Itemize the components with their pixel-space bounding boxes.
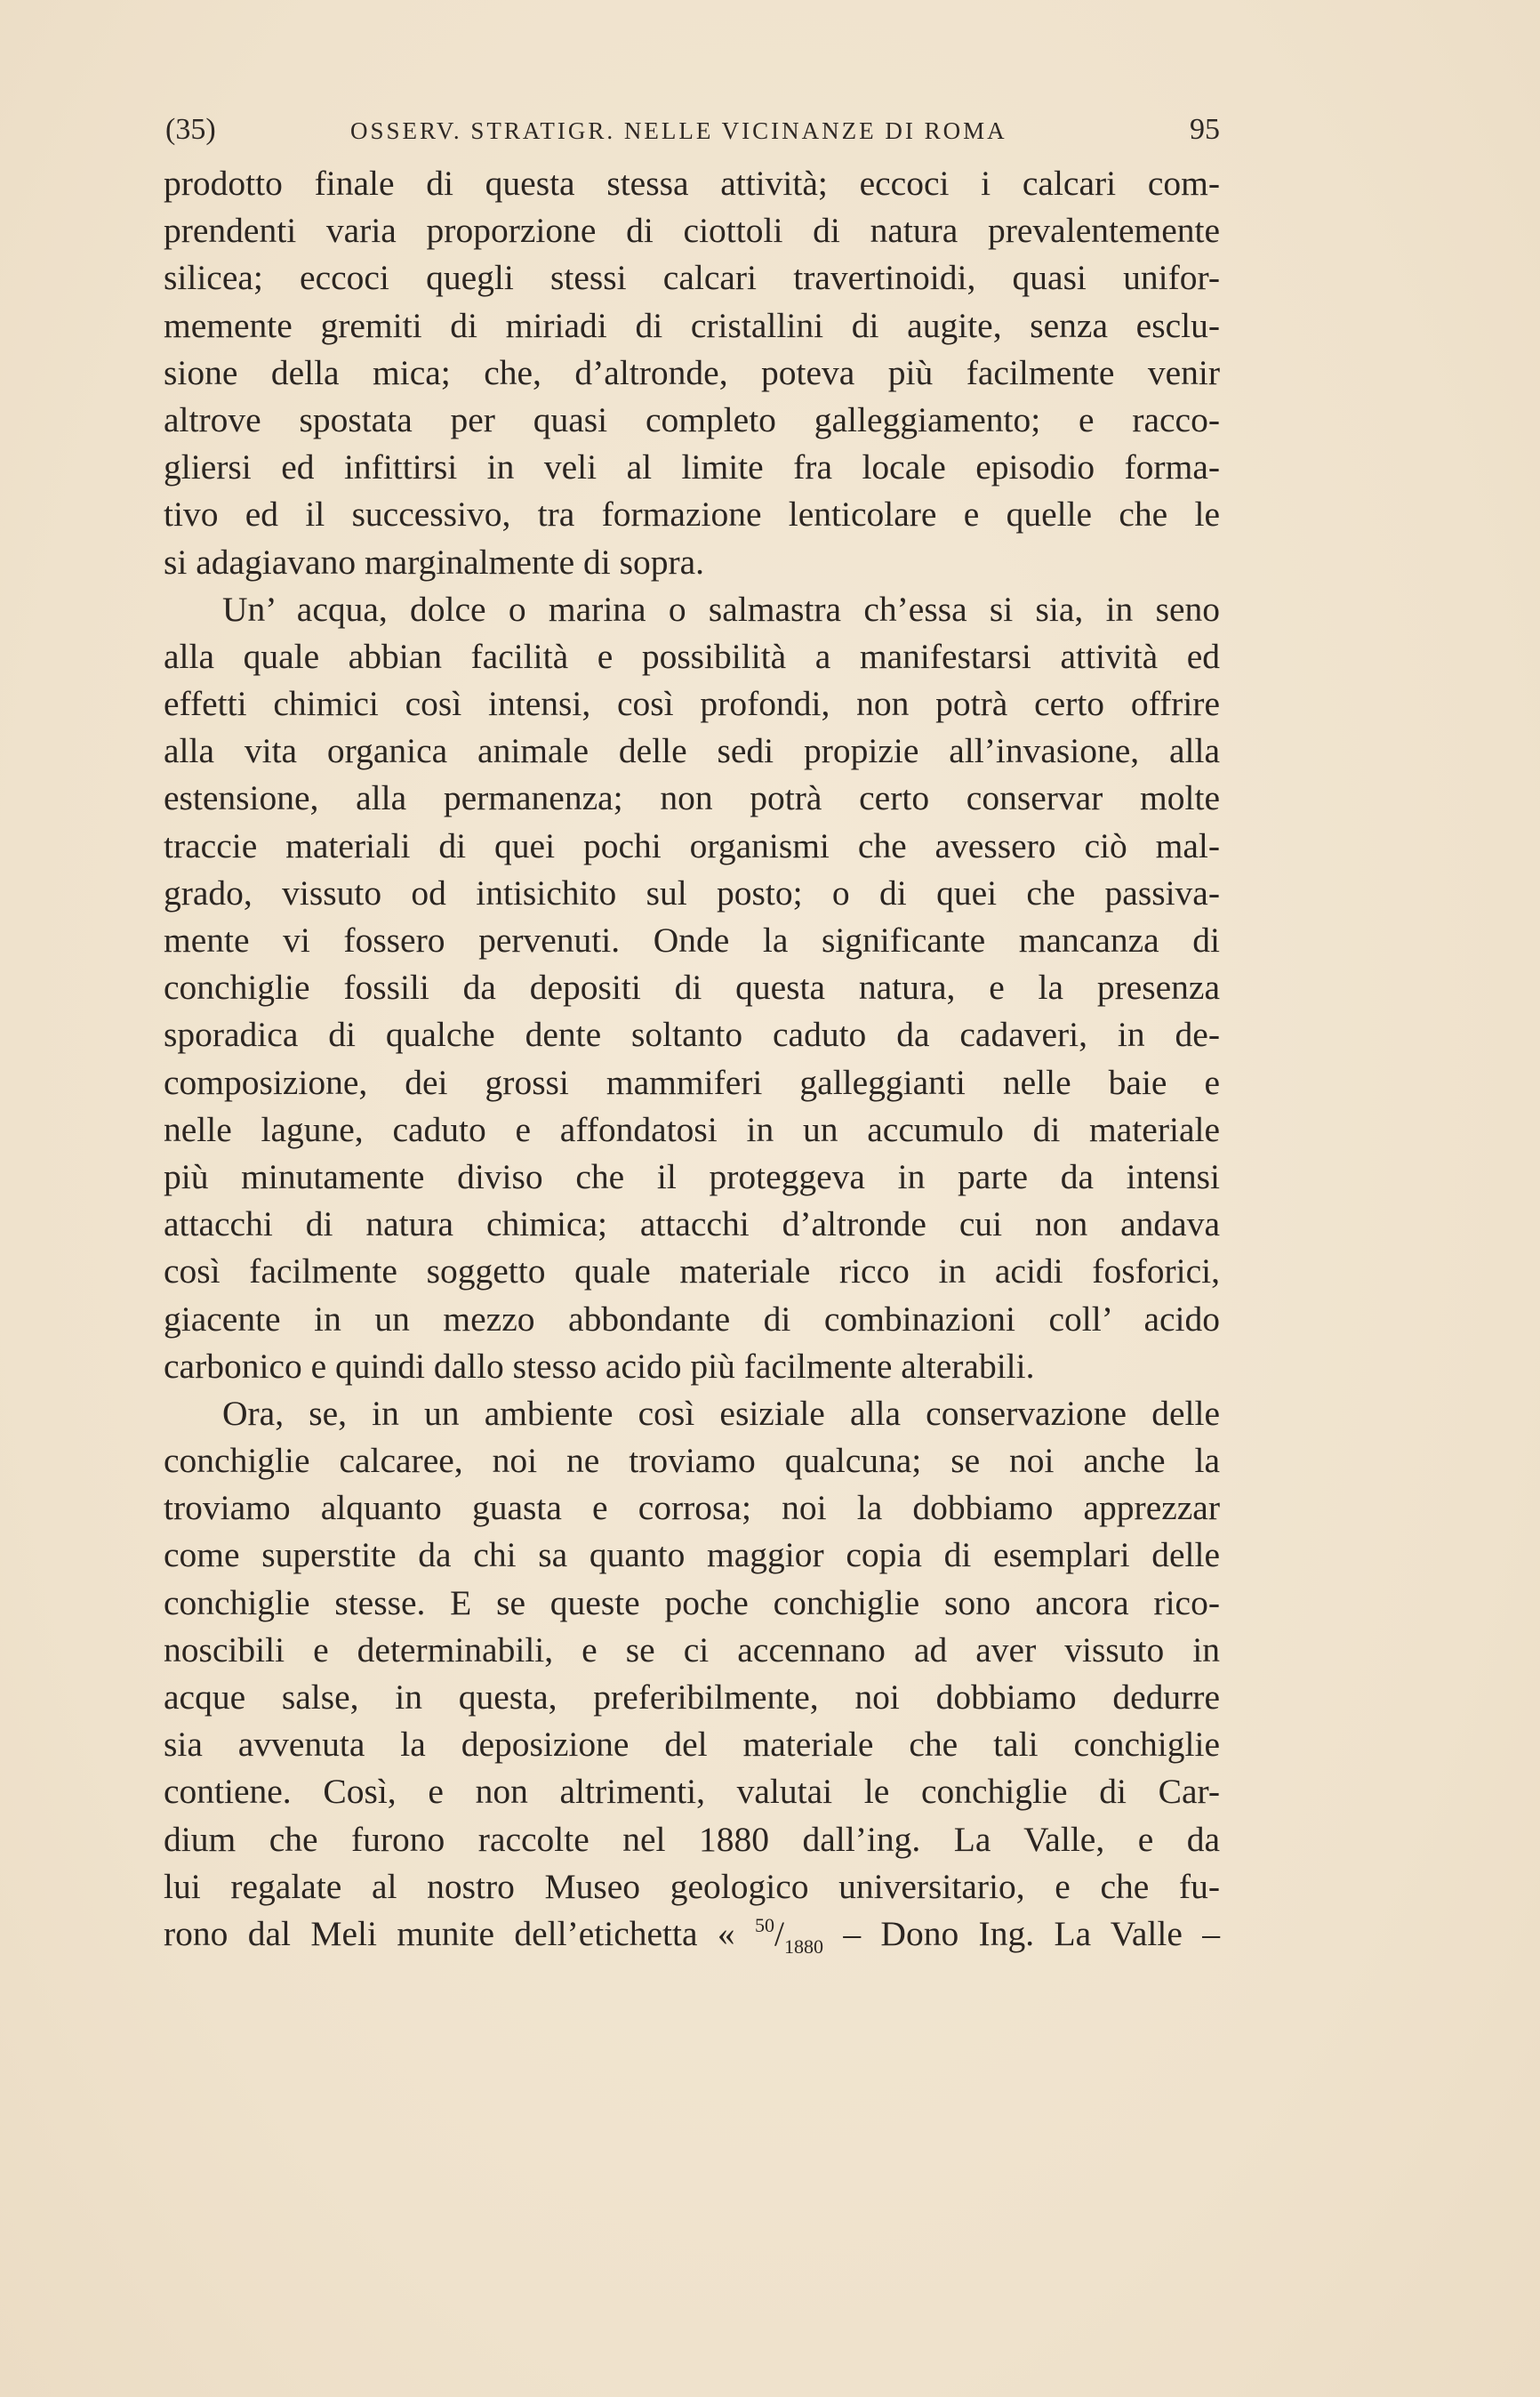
paragraph-2 bbox=[164, 586, 1220, 1390]
text-line: silicea; eccoci quegli stessi calcari travertinoidi, quasi unifor- bbox=[164, 258, 1220, 298]
text-line: più minutamente diviso che il proteggeva in parte da intensi bbox=[164, 1156, 1220, 1196]
text-line: così facilmente soggetto quale materiale ricco in acidi fosforici, bbox=[164, 1251, 1220, 1291]
text-line: traccie materiali di quei pochi organismi che avessero ciò mal- bbox=[164, 825, 1220, 865]
paragraph-1 bbox=[164, 160, 1220, 586]
text-line: conchiglie calcaree, noi ne troviamo qualcuna; se noi anche la bbox=[164, 1441, 1220, 1481]
text-line: altrove spostata per quasi completo galleggiamento; e racco- bbox=[164, 399, 1220, 439]
text-line: estensione, alla permanenza; non potrà certo conservar molte bbox=[164, 778, 1220, 818]
label-numerator: 50 bbox=[755, 1913, 774, 1936]
text-line: sia avvenuta la deposizione del materiale che tali conchiglie bbox=[164, 1725, 1220, 1765]
text-line: effetti chimici così intensi, così profondi, non potrà certo offrire bbox=[164, 684, 1220, 724]
label-donor-text: – Dono Ing. La Valle – bbox=[822, 1913, 1220, 1953]
text-line: mente vi fossero pervenuti. Onde la significante mancanza di bbox=[164, 921, 1220, 960]
text-line: alla vita organica animale delle sedi propizie all’invasione, alla bbox=[164, 731, 1220, 771]
text-line: composizione, dei grossi mammiferi galleggianti nelle baie e bbox=[164, 1062, 1220, 1102]
text-line: noscibili e determinabili, e se ci accennano ad aver vissuto in bbox=[164, 1629, 1220, 1669]
section-folio: (35) bbox=[165, 113, 216, 146]
label-slash: / bbox=[774, 1913, 784, 1953]
text-line: si adagiavano marginalmente di sopra. bbox=[164, 542, 705, 582]
text-line: nelle lagune, caduto e affondatosi in un accumulo di materiale bbox=[164, 1109, 1220, 1149]
paragraph-3 bbox=[164, 1390, 1220, 1958]
text-line: attacchi di natura chimica; attacchi d’altronde cui non andava bbox=[164, 1204, 1220, 1244]
text-line: dium che furono raccolte nel 1880 dall’ing. La Valle, e da bbox=[164, 1819, 1220, 1859]
text-line: giacente in un mezzo abbondante di combinazioni coll’ acido bbox=[164, 1299, 1220, 1339]
text-line: tivo ed il successivo, tra formazione lenticolare e quelle che le bbox=[164, 495, 1220, 535]
page-number: 95 bbox=[1190, 113, 1220, 146]
body-text bbox=[164, 160, 1220, 1958]
text-line: prodotto finale di questa stessa attività; eccoci i calcari com- bbox=[164, 164, 1220, 203]
text-line: alla quale abbian facilità e possibilità a manifestarsi attività ed bbox=[164, 636, 1220, 676]
text-line: sporadica di qualche dente soltanto caduto da cadaveri, in de- bbox=[164, 1015, 1220, 1055]
text-line: gliersi ed infittirsi in veli al limite fra locale episodio forma- bbox=[164, 447, 1220, 487]
running-title: OSSERV. STRATIGR. NELLE VICINANZE DI ROMA bbox=[350, 117, 1007, 144]
label-intro-text: rono dal Meli munite dell’etichetta « bbox=[164, 1913, 735, 1953]
text-line: grado, vissuto od intisichito sul posto; o di quei che passiva- bbox=[164, 873, 1220, 913]
text-line: contiene. Così, e non altrimenti, valutai le conchiglie di Car- bbox=[164, 1772, 1220, 1812]
text-line: carbonico e quindi dallo stesso acido più facilmente alterabili. bbox=[164, 1346, 1035, 1386]
text-line: acque salse, in questa, preferibilmente, noi dobbiamo dedurre bbox=[164, 1677, 1220, 1717]
text-line-with-label bbox=[164, 1910, 1220, 1958]
text-line: conchiglie fossili da depositi di questa natura, e la presenza bbox=[164, 968, 1220, 1008]
text-line: memente gremiti di miriadi di cristallini di augite, senza esclu- bbox=[164, 305, 1220, 345]
label-year: 1880 bbox=[783, 1934, 823, 1958]
text-line: conchiglie stesse. E se queste poche conchiglie sono ancora rico- bbox=[164, 1582, 1220, 1622]
running-header bbox=[165, 105, 1220, 155]
text-line: prendenti varia proporzione di ciottoli di natura prevalentemente bbox=[164, 211, 1220, 251]
text-line: Un’ acqua, dolce o marina o salmastra ch’essa si sia, in seno bbox=[222, 589, 1220, 629]
text-line: come superstite da chi sa quanto maggior copia di esemplari delle bbox=[164, 1535, 1220, 1575]
text-line: lui regalate al nostro Museo geologico universitario, e che fu- bbox=[164, 1866, 1220, 1906]
text-line: Ora, se, in un ambiente così esiziale alla conservazione delle bbox=[222, 1393, 1220, 1433]
text-line: troviamo alquanto guasta e corrosa; noi la dobbiamo apprezzar bbox=[164, 1488, 1220, 1528]
text-line: sione della mica; che, d’altronde, poteva più facilmente venir bbox=[164, 352, 1220, 392]
